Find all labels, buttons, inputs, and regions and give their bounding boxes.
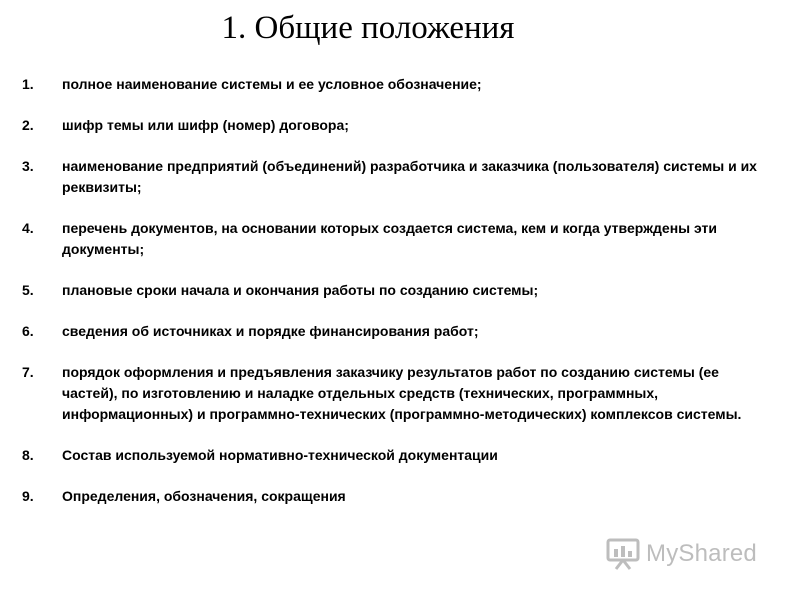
list-item-number: 8. xyxy=(22,447,34,463)
watermark-text: MyShared xyxy=(646,540,757,567)
list-item xyxy=(22,321,762,342)
requirements-list xyxy=(22,74,762,527)
list-item-text: полное наименование системы и ее условное обозначение; xyxy=(62,76,482,92)
list-item-text: сведения об источниках и порядке финансирования работ; xyxy=(62,323,479,339)
page-title: 1. Общие положения xyxy=(221,10,515,46)
list-item xyxy=(22,280,762,301)
list-item-text: Состав используемой нормативно-технической документации xyxy=(62,447,498,463)
list-item-text: шифр темы или шифр (номер) договора; xyxy=(62,117,349,133)
presentation-board-icon xyxy=(606,537,640,571)
list-item xyxy=(22,115,762,136)
list-item-number: 2. xyxy=(22,117,34,133)
list-item xyxy=(22,74,762,95)
list-item xyxy=(22,486,762,507)
watermark xyxy=(606,534,757,574)
list-item-number: 4. xyxy=(22,220,34,236)
list-item-number: 9. xyxy=(22,488,34,504)
list-item-text: Определения, обозначения, сокращения xyxy=(62,488,346,504)
list-item-number: 1. xyxy=(22,76,34,92)
list-item xyxy=(22,156,762,198)
list-item-number: 6. xyxy=(22,323,34,339)
list-item-text: наименование предприятий (объединений) разработчика и заказчика (пользователя) системы и их реквизиты; xyxy=(62,158,757,195)
list-item-number: 5. xyxy=(22,282,34,298)
list-item-text: порядок оформления и предъявления заказчику результатов работ по созданию системы (ее частей), по изготовлению и наладке отдельных средств (технических, программных, информационных) и программно-технических (программно-методических) комплексов системы. xyxy=(62,364,742,422)
list-item-number: 3. xyxy=(22,158,34,174)
list-item xyxy=(22,362,762,425)
list-item-number: 7. xyxy=(22,364,34,380)
list-item xyxy=(22,445,762,466)
list-item-text: перечень документов, на основании которых создается система, кем и когда утверждены эти документы; xyxy=(62,220,718,257)
list-item xyxy=(22,218,762,260)
list-item-text: плановые сроки начала и окончания работы по созданию системы; xyxy=(62,282,539,298)
